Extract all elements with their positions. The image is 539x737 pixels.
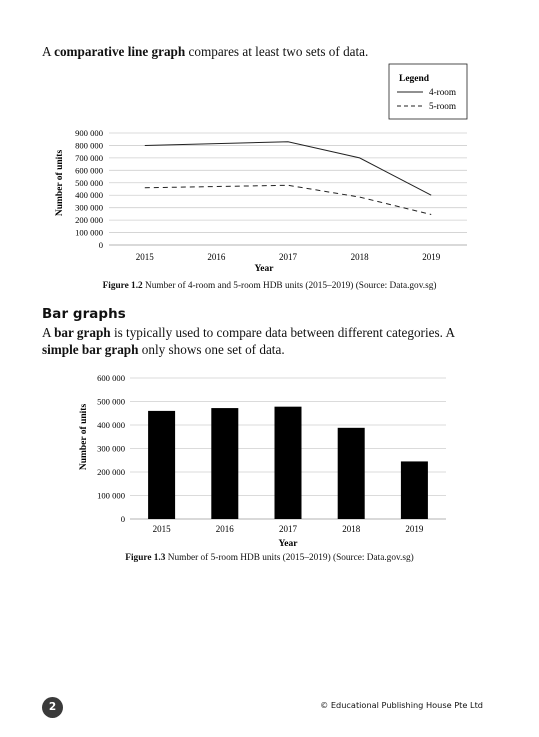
bar-y-tick-label: 200 000 (97, 467, 125, 477)
line-y-tick-label: 100 000 (75, 227, 103, 238)
page-number-badge: 2 (42, 697, 63, 718)
intro-term: comparative line graph (54, 44, 186, 59)
bar-y-tick-label: 0 (120, 514, 125, 524)
bar-2016 (211, 408, 238, 519)
bar-x-ticks (153, 524, 424, 534)
line-y-tick-label: 0 (98, 240, 103, 250)
bar-y-axis-label: Number of units (79, 403, 89, 471)
line-y-tick-label: 300 000 (75, 202, 103, 213)
bar-x-tick-label: 2016 (215, 524, 234, 534)
bar-y-ticks (97, 373, 125, 524)
line-y-tick-label: 200 000 (75, 215, 103, 226)
bar-x-tick-label: 2015 (152, 524, 171, 534)
line-x-tick-label: 2017 (279, 252, 297, 262)
bar-series-group (148, 407, 428, 519)
line-x-tick-label: 2018 (350, 252, 369, 262)
bar-intro-paragraph: A bar graph is typically used to compare data between different categories. A simple bar graph only shows one set of data. (42, 325, 455, 357)
bar-y-tick-label: 300 000 (97, 443, 125, 454)
line-x-axis-label: Year (254, 264, 274, 274)
line-y-tick-label: 600 000 (75, 165, 103, 176)
bar-figure-caption: Figure 1.3 Number of 5-room HDB units (2015–2019) (Source: Data.gov.sg) (125, 553, 414, 563)
line-y-tick-label: 700 000 (75, 152, 103, 163)
line-x-tick-label: 2015 (135, 252, 154, 262)
line-y-tick-label: 500 000 (75, 177, 103, 188)
line-y-tick-label: 900 000 (75, 128, 103, 138)
bar-y-tick-label: 600 000 (97, 373, 125, 383)
bar-y-tick-label: 400 000 (97, 420, 125, 430)
line-y-axis-label: Number of units (55, 149, 65, 217)
bar-2017 (275, 407, 302, 519)
bar-2018 (338, 428, 365, 519)
legend-title: Legend (399, 74, 430, 84)
line-figure-caption: Figure 1.2 Number of 4-room and 5-room HDB units (2015–2019) (Source: Data.gov.sg) (102, 281, 437, 291)
line-y-tick-label: 400 000 (75, 190, 103, 201)
bar-y-tick-label: 100 000 (97, 490, 125, 501)
bar-x-tick-label: 2017 (279, 524, 297, 534)
section-heading: Bar graphs (42, 307, 126, 322)
line-x-tick-label: 2016 (207, 252, 226, 262)
bar-y-tick-label: 500 000 (97, 396, 125, 407)
bar-x-axis-label: Year (278, 539, 298, 549)
bar-x-tick-label: 2018 (342, 524, 361, 534)
bar-2015 (148, 411, 175, 519)
legend-label-4room: 4-room (429, 87, 457, 97)
bar-2019 (401, 461, 428, 519)
line-y-tick-label: 800 000 (75, 140, 103, 151)
publisher-credit: © Educational Publishing House Pte Ltd (320, 700, 483, 710)
legend-label-5room: 5-room (429, 101, 457, 111)
line-x-tick-label: 2019 (422, 252, 441, 262)
intro-paragraph: A comparative line graph compares at least two sets of data. (42, 44, 369, 59)
bar-x-tick-label: 2019 (405, 524, 424, 534)
